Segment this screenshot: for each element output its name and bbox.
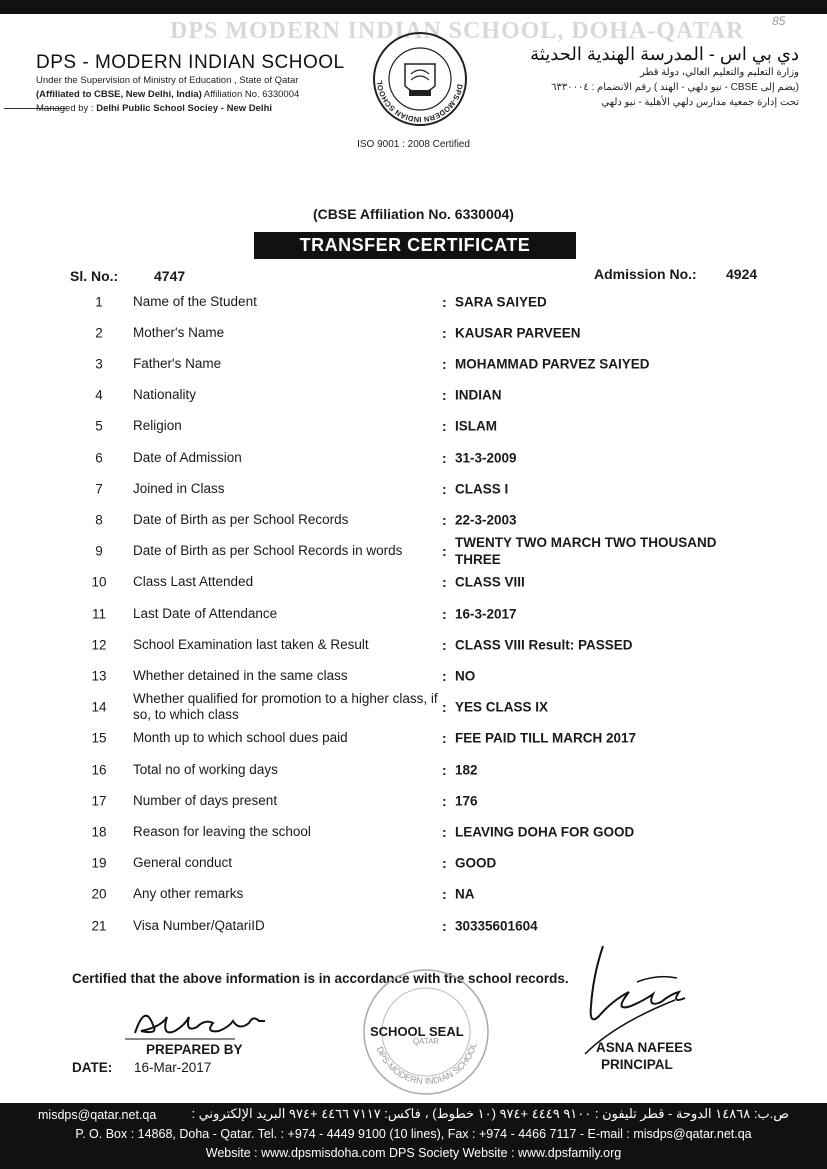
field-row [0,785,827,816]
field-colon: : [442,355,447,372]
field-number: 1 [95,294,103,309]
field-value: KAUSAR PARVEEN [455,325,581,341]
field-colon: : [442,917,447,934]
field-label: Total no of working days [133,761,278,777]
managed-line [36,102,356,116]
field-row [0,411,827,442]
field-value: YES CLASS IX [455,699,549,715]
admission-number-label: Admission No.: [594,266,697,282]
document-title: TRANSFER CERTIFICATE [254,232,576,259]
field-label: Number of days present [133,792,278,808]
affiliation-arabic: (يضم إلى CBSE - نيو دلهي - الهند ) رقم الانضمام : ٦٣٣٠٠٠٤ [551,82,799,93]
field-row [0,348,827,379]
field-label: Month up to which school dues paid [133,730,348,746]
field-value: MOHAMMAD PARVEZ SAIYED [455,356,650,372]
field-row [0,567,827,598]
field-row [0,317,827,348]
admission-number: 4924 [726,266,758,282]
managed-by: Delhi Public School Sociey - New Delhi [96,103,273,114]
preparer-signature [125,995,295,1045]
field-number: 2 [95,325,103,341]
field-number: 13 [91,668,107,684]
field-value: CLASS VIII [455,574,525,590]
cbse-affiliation: (CBSE Affiliation No. 6330004) [313,206,514,222]
field-value: FEE PAID TILL MARCH 2017 [455,730,637,746]
managed-label: Managed by : [36,103,94,114]
field-number: 19 [91,855,107,871]
footer-email: misdps@qatar.net.qa [38,1108,157,1122]
field-row [0,754,827,785]
field-row [0,442,827,473]
field-number: 18 [91,824,107,840]
field-label: Nationality [133,387,197,403]
svg-text:DPS-MODERN INDIAN SCHOOL [375,1041,479,1086]
field-number: 17 [91,793,107,809]
field-colon: : [442,636,447,653]
field-label: Whether qualified for promotion to a higher class, if so, to which class [133,691,438,723]
field-value: CLASS VIII Result: PASSED [455,637,633,653]
field-label: Joined in Class [133,480,225,496]
field-row [0,629,827,660]
affiliation-line [36,88,356,102]
field-number: 4 [95,387,103,403]
school-logo [371,30,469,128]
top-border [0,0,827,14]
field-colon: : [442,543,447,560]
field-label: Religion [133,418,182,434]
logo-ring-text: DPS-MODERN INDIAN SCHOOL [374,79,465,125]
footer-websites: Website : www.dpsmisdoha.com DPS Society Website : www.dpsfamily.org [205,1146,622,1160]
serial-number-label: Sl. No.: [70,268,119,284]
field-number: 14 [91,699,107,715]
field-row [0,598,827,629]
field-row [0,504,827,535]
field-value: TWENTY TWO MARCH TWO THOUSAND THREE [455,535,717,568]
field-row [0,848,827,879]
field-colon: : [442,855,447,872]
seal-ring-text: DPS-MODERN INDIAN SCHOOL [374,1041,479,1087]
serial-number: 4747 [154,268,186,284]
field-number: 9 [95,543,103,559]
field-value: NO [455,668,476,684]
field-label: Date of Admission [133,449,242,465]
field-number: 8 [95,512,103,528]
field-number: 12 [91,637,107,653]
field-number: 11 [91,606,106,621]
footer-address: P. O. Box : 14868, Doha - Qatar. Tel. : +974 - 4449 9100 (10 lines), Fax : +974 - 4466 7117 - E-mail : misdps@qatar.net.qa [75,1127,752,1141]
supervision-text: Under the Supervision of Ministry of Education , State of Qatar [36,75,299,86]
field-value: NA [455,886,475,902]
field-number: 5 [95,418,103,434]
field-number: 16 [91,762,107,777]
ministry-arabic: وزارة التعليم والتعليم العالي، دولة قطر [639,67,799,78]
field-row [0,879,827,910]
field-row [0,286,827,317]
field-value: 31-3-2009 [455,450,517,465]
field-value: ISLAM [455,418,497,434]
field-row [0,536,827,567]
field-value: 22-3-2003 [455,512,517,528]
field-colon: : [442,886,447,903]
field-colon: : [442,293,447,310]
page-mark: 85 [772,14,786,28]
field-label: Date of Birth as per School Records in words [133,543,403,559]
field-number: 7 [95,481,103,497]
field-label: Whether detained in the same class [133,667,348,683]
field-colon: : [442,574,447,591]
field-row [0,723,827,754]
field-value: INDIAN [455,387,502,403]
field-number: 15 [91,730,107,746]
field-label: Visa Number/QatariID [133,917,265,933]
field-label: Any other remarks [133,886,244,902]
footer-arabic-address: ص.ب: ١٤٨٦٨ الدوحة - قطر تليفون : ٩١٠٠ ٤٤٤٩ +٩٧٤ (١٠ خطوط) ، فاكس: ٧١١٧ ٤٤٦٦ +٩٧٤ البريد الإلكتروني : [191,1106,789,1121]
field-colon: : [442,761,447,778]
field-colon: : [442,511,447,528]
field-number: 10 [91,574,107,590]
field-colon: : [442,605,447,622]
field-label: Father's Name [133,355,222,371]
field-number: 6 [95,450,103,465]
field-number: 21 [91,918,107,933]
field-row [0,380,827,411]
field-value: CLASS I [455,481,509,497]
affiliated-text: (Affiliated to CBSE, New Delhi, India) [36,89,202,100]
prepared-by-label: PREPARED BY [146,1042,243,1057]
field-row [0,816,827,847]
school-name-arabic: دي بي اس - المدرسة الهندية الحديثة [530,44,799,64]
field-label: Mother's Name [133,324,225,340]
field-label: Reason for leaving the school [133,823,311,839]
field-colon: : [442,667,447,684]
field-label: General conduct [133,855,233,871]
field-label: Date of Birth as per School Records [133,511,349,527]
affiliation-number-text: Affiliation No. 6330004 [203,89,300,100]
field-colon: : [442,699,447,716]
field-value: 176 [455,793,478,809]
header-english [36,52,356,116]
field-colon: : [442,387,447,404]
iso-certification: ISO 9001 : 2008 Certified [357,139,470,150]
field-colon: : [442,792,447,809]
field-label: Last Date of Attendance [133,605,278,621]
field-row [0,473,827,504]
field-value: 182 [455,762,478,777]
field-label: School Examination last taken & Result [133,636,369,652]
svg-text:DPS-MODERN INDIAN SCHOOL [375,79,465,124]
principal-title: PRINCIPAL [601,1057,673,1072]
seal-inner-text: QATAR [412,1037,440,1046]
issue-date: 16-Mar-2017 [134,1060,212,1075]
school-name-english: DPS - MODERN INDIAN SCHOOL [36,52,345,73]
certification-statement: Certified that the above information is in accordance with the school records. [72,971,569,986]
ghost-watermark-text: DPS MODERN INDIAN SCHOOL, DOHA-QATAR [170,18,745,44]
principal-name: ASNA NAFEES [596,1040,693,1055]
field-row [0,692,827,723]
date-label: DATE: [72,1060,113,1075]
field-number: 3 [95,356,103,372]
field-value: SARA SAIYED [455,294,547,309]
footer [0,1103,827,1169]
field-colon: : [442,730,447,747]
header-arabic [479,44,799,110]
field-colon: : [442,449,447,466]
field-value: 30335601604 [455,918,538,933]
field-colon: : [442,823,447,840]
field-label: Class Last Attended [133,574,254,590]
managed-arabic: تحت إدارة جمعية مدارس دلهي الأهلية - نيو دلهي [601,97,799,108]
field-value: 16-3-2017 [455,606,517,621]
field-value: LEAVING DOHA FOR GOOD [455,824,635,840]
field-label: Name of the Student [133,293,257,309]
field-row [0,910,827,941]
field-row [0,660,827,691]
field-colon: : [442,324,447,341]
field-colon: : [442,418,447,435]
field-number: 20 [91,886,107,902]
field-value: GOOD [455,855,497,871]
field-colon: : [442,480,447,497]
school-seal-label: SCHOOL SEAL [370,1024,464,1039]
